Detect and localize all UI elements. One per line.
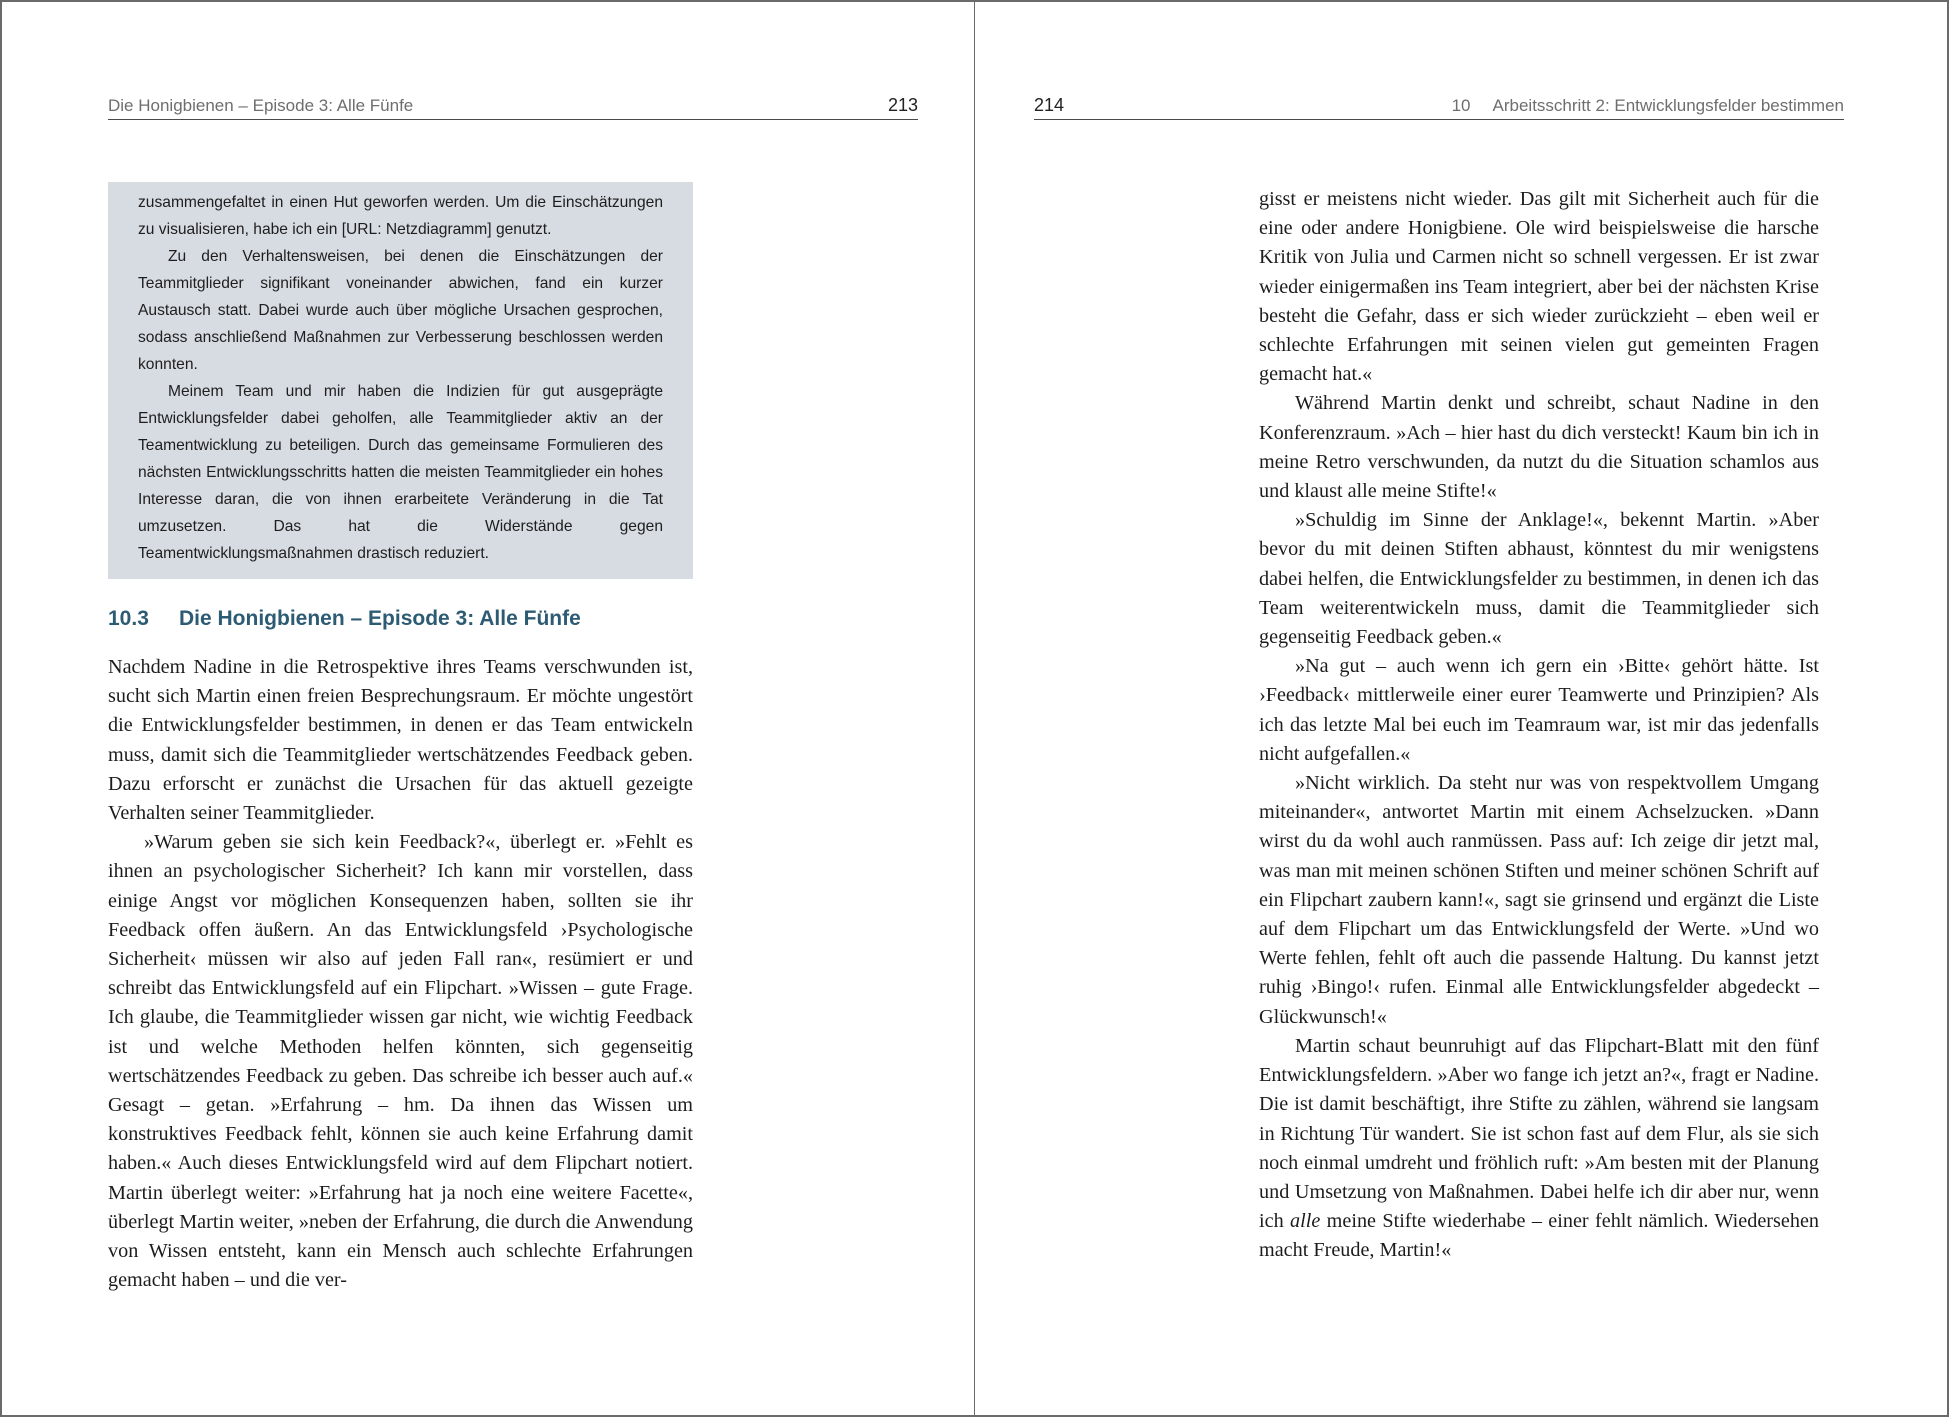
- body-paragraph: »Nicht wirklich. Da steht nur was von respektvollem Umgang miteinander«, antwortet Martin mit einem Achselzucken. »Dann wirst du da wohl auch ranmüssen. Pass auf: Ich zeige dir jetzt mal, was man mit meinen schönen Stiften und meiner schönen Schrift auf ein Flipchart zaubern kann!«, sagt sie grinsend und ergänzt die Liste auf dem Flipchart um das Entwicklungsfeld der Werte. »Und wo Werte fehlen, fehlt oft auch die passende Haltung. Du kannst jetzt ruhig ›Bingo!‹ rufen. Einmal alle Entwicklungsfelder abgedeckt – Glückwunsch!«: [1259, 772, 1819, 1028]
- emphasized-word: alle: [1290, 1210, 1321, 1233]
- section-title: Die Honigbienen – Episode 3: Alle Fünfe: [179, 607, 581, 630]
- running-head-right: [1034, 92, 1844, 120]
- chapter-reference: [1452, 96, 1844, 116]
- running-head-title: Die Honigbienen – Episode 3: Alle Fünfe: [108, 96, 414, 115]
- body-paragraph: »Schuldig im Sinne der Anklage!«, bekennt Martin. »Aber bevor du mit deinen Stiften abhaust, könntest du mir wenigstens dabei helfen, die Entwicklungsfelder zu bestimmen, in denen ich das Team weiterentwickeln muss, damit die Teammitglieder sich gegenseitig Feedback geben.«: [1259, 509, 1819, 649]
- section-heading: [108, 607, 581, 631]
- chapter-number: 10: [1451, 96, 1471, 115]
- right-body-text: [1259, 185, 1819, 1266]
- left-body-text: [108, 653, 693, 1295]
- chapter-title: Arbeitsschritt 2: Entwicklungsfelder bestimmen: [1492, 96, 1844, 115]
- page-number-right: 214: [1034, 95, 1065, 115]
- paragraph-text: meine Stifte wiederhabe – einer fehlt nämlich. Wiedersehen macht Freude, Martin!«: [1259, 1210, 1819, 1262]
- paragraph-text: Martin schaut beunruhigt auf das Flipchart-Blatt mit den fünf Entwicklungsfeldern. »Aber wo fange ich jetzt an?«, fragt er Nadine. Die ist damit beschäftigt, ihre Stifte zu zählen, während sie langsam in Richtung Tür wandert. Sie ist schon fast auf dem Flur, als sie sich noch einmal umdreht und fröhlich ruft: »Am besten mit der Planung und Umsetzung von Maßnahmen. Dabei helfe ich dir aber nur, wenn ich: [1259, 1034, 1819, 1233]
- page-number-left: 213: [887, 95, 918, 115]
- right-page: [974, 0, 1949, 1417]
- body-paragraph: gisst er meistens nicht wieder. Das gilt mit Sicherheit auch für die eine oder andere Honigbiene. Ole wird beispielsweise die harsche Kritik von Julia und Carmen nicht so schnell vergessen. Er ist zwar wieder einigermaßen ins Team integriert, aber bei der nächsten Krise besteht die Gefahr, dass er sich wieder zurückzieht – eben weil er schlechte Erfahrungen mit seinen vielen gut gemeinten Fragen gemacht hat.«: [1259, 188, 1819, 386]
- body-paragraph: »Warum geben sie sich kein Feedback?«, überlegt er. »Fehlt es ihnen an psychologischer Sicherheit? Ich kann mir vorstellen, dass einige Angst vor möglichen Konsequenzen haben, sollten sie ihr Feedback offen äußern. An das Entwicklungsfeld ›Psychologische Sicherheit‹ müssen wir also auf jeden Fall ran«, resümiert er und schreibt das Entwicklungsfeld auf ein Flipchart. »Wissen – gute Frage. Ich glaube, die Teammitglieder wissen gar nicht, wie wichtig Feedback ist und welche Methoden helfen könnten, sich gegenseitig wertschätzendes Feedback zu geben. Das schreibe ich besser auch auf.« Gesagt – getan. »Erfahrung – hm. Da ihnen das Wissen um konstruktives Feedback fehlt, können sie auch keine Erfahrung damit haben.« Auch dieses Entwicklungsfeld wird auf dem Flipchart notiert. Martin überlegt weiter: »Erfahrung hat ja noch eine weitere Facette«, überlegt Martin weiter, »neben der Erfahrung, die durch die Anwendung von Wissen entsteht, kann ein Mensch auch schlechte Erfahrungen gemacht haben – und die ver-: [108, 831, 693, 1292]
- body-paragraph: Nachdem Nadine in die Retrospektive ihres Teams verschwunden ist, sucht sich Martin einen freien Besprechungsraum. Er möchte ungestört die Entwicklungsfelder bestimmen, in denen er das Team entwickeln muss, damit sich die Teammitglieder wertschätzendes Feedback geben. Dazu erforscht er zunächst die Ursachen für das aktuell gezeigte Verhalten seiner Teammitglieder.: [108, 656, 693, 825]
- section-number: 10.3: [108, 607, 149, 630]
- body-paragraph: Während Martin denkt und schreibt, schaut Nadine in den Konferenzraum. »Ach – hier hast du dich versteckt! Kaum bin ich in meine Retro verschwunden, da nutzt du die Situation schamlos aus und klaust alle meine Stifte!«: [1259, 392, 1819, 503]
- infobox-paragraph: Meinem Team und mir haben die Indizien für gut ausgeprägte Entwicklungsfelder dabei geholfen, alle Teammitglieder aktiv an der Teamentwicklung zu beteiligen. Durch das gemeinsame Formulieren des nächsten Entwicklungsschritts hatten die meisten Teammitglieder ein hohes Interesse daran, die von ihnen erarbeitete Veränderung in die Tat umzusetzen. Das hat die Widerstände gegen Teamentwicklungsmaßnahmen drastisch reduziert.: [138, 383, 663, 562]
- body-paragraph: [1259, 1032, 1819, 1266]
- body-paragraph: »Na gut – auch wenn ich gern ein ›Bitte‹ gehört hätte. Ist ›Feedback‹ mittlerweile einer eurer Teamwerte und Prinzipien? Als ich das letzte Mal bei euch im Teamraum war, ist mir das jedenfalls nicht aufgefallen.«: [1259, 655, 1819, 765]
- infobox-paragraph: Zu den Verhaltensweisen, bei denen die Einschätzungen der Teammitglieder signifikant voneinander abwichen, fand ein kurzer Austausch statt. Dabei wurde auch über mögliche Ursachen gesprochen, sodass anschließend Maßnahmen zur Verbesserung beschlossen werden konnten.: [138, 248, 663, 373]
- infobox-paragraph: zusammengefaltet in einen Hut geworfen werden. Um die Einschätzungen zu visualisieren, habe ich ein [URL: Netzdiagramm] genutzt.: [138, 194, 663, 238]
- running-head-left: [108, 92, 918, 120]
- experience-box: [108, 182, 693, 579]
